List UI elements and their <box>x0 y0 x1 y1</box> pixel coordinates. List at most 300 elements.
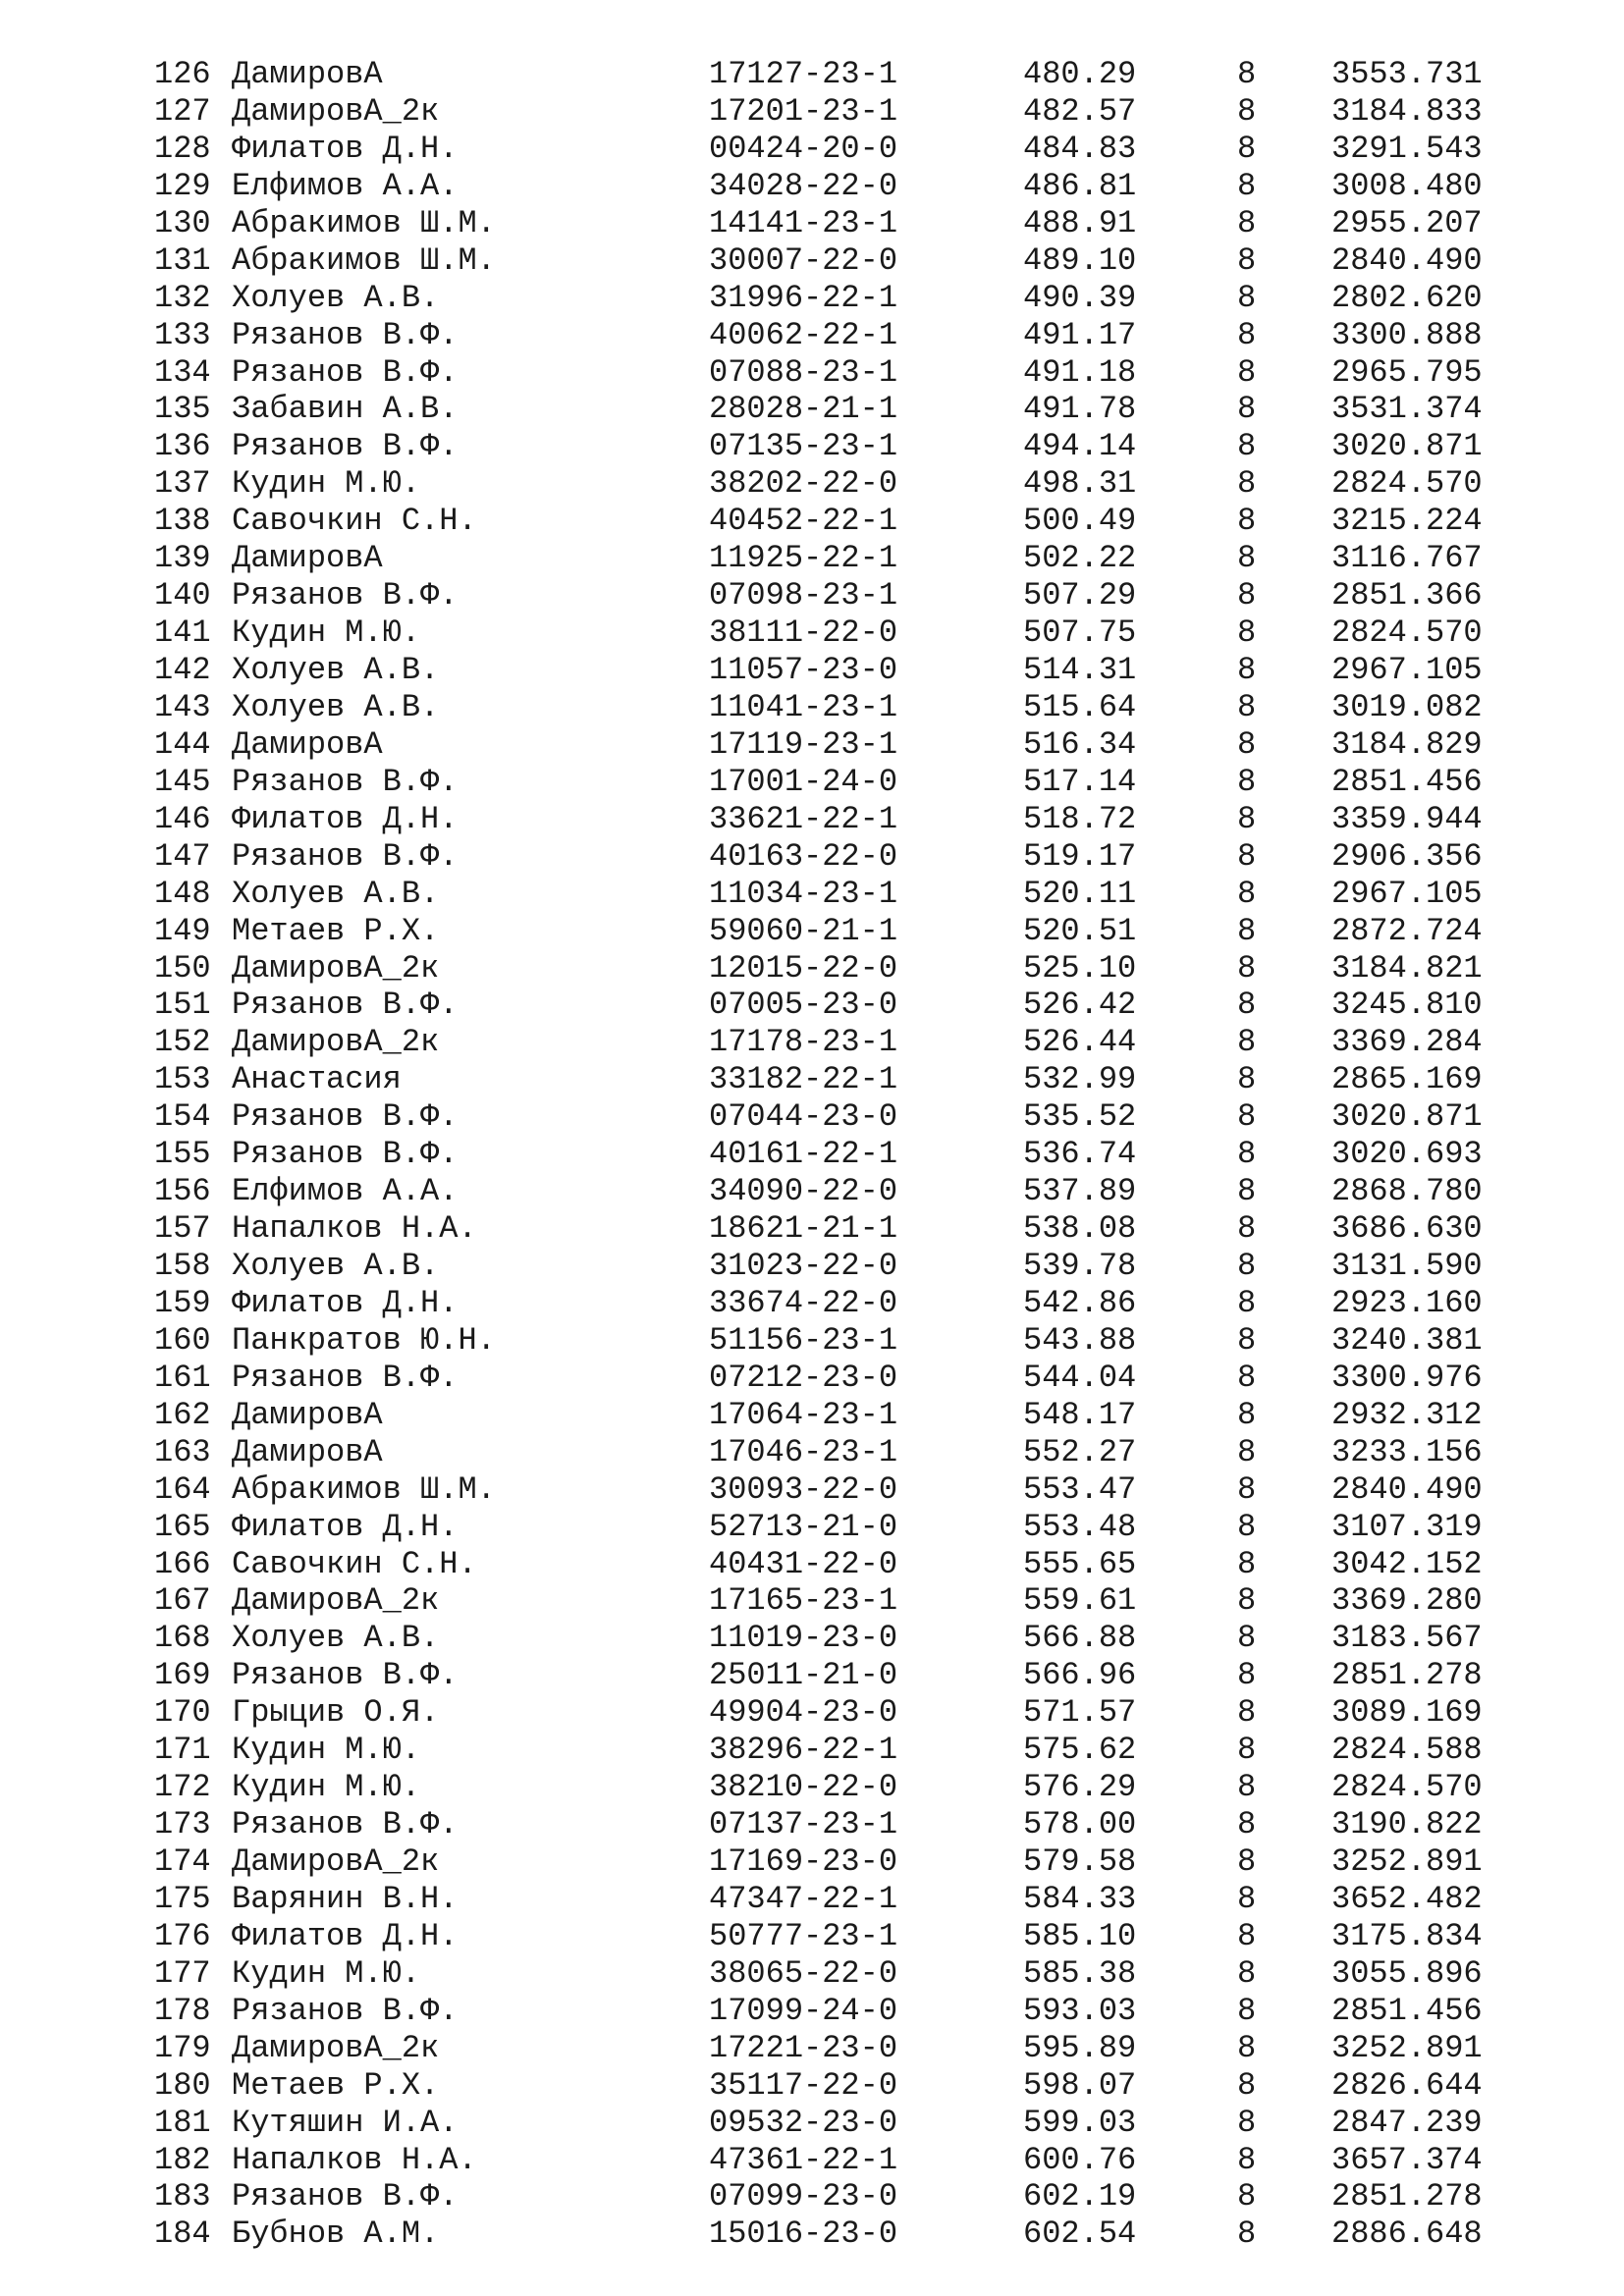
row-number: 136 <box>154 428 211 465</box>
row-group: 8 <box>1237 92 1257 130</box>
row-total: 3019.082 <box>1331 688 1483 725</box>
row-total: 3369.280 <box>1331 1582 1483 1620</box>
row-total: 2851.456 <box>1331 763 1483 800</box>
row-code: 15016-23-0 <box>709 2216 898 2253</box>
table-row <box>0 280 1624 317</box>
row-name: Рязанов В.Ф. <box>232 1657 459 1694</box>
row-name: Абракимов Ш.М. <box>232 204 496 241</box>
row-group: 8 <box>1237 688 1257 725</box>
row-group: 8 <box>1237 1359 1257 1396</box>
row-value: 566.96 <box>1023 1657 1137 1694</box>
row-value: 486.81 <box>1023 167 1137 204</box>
row-number: 129 <box>154 167 211 204</box>
row-group: 8 <box>1237 1917 1257 1954</box>
row-value: 516.34 <box>1023 725 1137 763</box>
row-group: 8 <box>1237 2141 1257 2178</box>
row-number: 184 <box>154 2216 211 2253</box>
table-row <box>0 950 1624 988</box>
row-number: 180 <box>154 2066 211 2104</box>
row-group: 8 <box>1237 316 1257 353</box>
row-total: 2847.239 <box>1331 2104 1483 2141</box>
row-code: 28028-21-1 <box>709 391 898 428</box>
row-group: 8 <box>1237 56 1257 92</box>
table-row <box>0 428 1624 465</box>
row-code: 40431-22-0 <box>709 1545 898 1582</box>
row-value: 585.38 <box>1023 1954 1137 1992</box>
table-row <box>0 131 1624 168</box>
row-number: 156 <box>154 1173 211 1210</box>
row-value: 576.29 <box>1023 1769 1137 1806</box>
table-row <box>0 1657 1624 1694</box>
row-code: 11034-23-1 <box>709 875 898 912</box>
row-code: 07135-23-1 <box>709 428 898 465</box>
table-row <box>0 801 1624 838</box>
row-group: 8 <box>1237 391 1257 428</box>
row-code: 18621-21-1 <box>709 1210 898 1248</box>
row-number: 150 <box>154 949 211 987</box>
row-total: 2840.490 <box>1331 241 1483 279</box>
row-total: 3020.871 <box>1331 428 1483 465</box>
row-group: 8 <box>1237 1620 1257 1657</box>
row-number: 135 <box>154 391 211 428</box>
row-group: 8 <box>1237 1136 1257 1173</box>
row-group: 8 <box>1237 1843 1257 1880</box>
row-code: 31023-22-0 <box>709 1248 898 1284</box>
row-name: Холуев А.В. <box>232 875 440 912</box>
row-group: 8 <box>1237 1470 1257 1508</box>
row-group: 8 <box>1237 353 1257 391</box>
table-row <box>0 1397 1624 1434</box>
row-total: 2932.312 <box>1331 1396 1483 1433</box>
row-number: 175 <box>154 1880 211 1917</box>
row-total: 2967.105 <box>1331 875 1483 912</box>
row-group: 8 <box>1237 1992 1257 2029</box>
row-total: 2824.570 <box>1331 1769 1483 1806</box>
row-code: 34028-22-0 <box>709 167 898 204</box>
row-total: 3055.896 <box>1331 1954 1483 1992</box>
row-group: 8 <box>1237 949 1257 987</box>
row-group: 8 <box>1237 837 1257 875</box>
row-name: Рязанов В.Ф. <box>232 987 459 1024</box>
row-name: Филатов Д.Н. <box>232 130 459 167</box>
row-name: ДамировА <box>232 540 383 577</box>
row-name: Метаев Р.Х. <box>232 912 440 949</box>
table-row <box>0 56 1624 93</box>
row-number: 152 <box>154 1024 211 1061</box>
row-value: 535.52 <box>1023 1098 1137 1136</box>
row-number: 170 <box>154 1694 211 1732</box>
row-number: 144 <box>154 725 211 763</box>
table-row <box>0 689 1624 726</box>
row-value: 585.10 <box>1023 1917 1137 1954</box>
row-code: 35117-22-0 <box>709 2066 898 2104</box>
row-group: 8 <box>1237 465 1257 503</box>
row-name: ДамировА_2к <box>232 92 440 130</box>
row-code: 30007-22-0 <box>709 241 898 279</box>
row-group: 8 <box>1237 763 1257 800</box>
row-name: Савочкин С.Н. <box>232 1545 477 1582</box>
row-total: 3369.284 <box>1331 1024 1483 1061</box>
table-row <box>0 2030 1624 2067</box>
row-group: 8 <box>1237 725 1257 763</box>
row-name: Панкратов Ю.Н. <box>232 1321 496 1359</box>
row-total: 3300.976 <box>1331 1359 1483 1396</box>
row-code: 14141-23-1 <box>709 204 898 241</box>
row-value: 553.48 <box>1023 1508 1137 1545</box>
row-number: 142 <box>154 652 211 688</box>
row-number: 172 <box>154 1769 211 1806</box>
table-row <box>0 503 1624 540</box>
row-total: 2872.724 <box>1331 912 1483 949</box>
row-name: ДамировА <box>232 1433 383 1470</box>
row-name: Савочкин С.Н. <box>232 503 477 540</box>
row-name: Рязанов В.Ф. <box>232 1136 459 1173</box>
row-code: 07137-23-1 <box>709 1806 898 1843</box>
row-group: 8 <box>1237 2029 1257 2066</box>
table-row <box>0 652 1624 689</box>
row-value: 526.42 <box>1023 987 1137 1024</box>
row-total: 3245.810 <box>1331 987 1483 1024</box>
row-number: 132 <box>154 279 211 316</box>
row-name: ДамировА_2к <box>232 1843 440 1880</box>
row-group: 8 <box>1237 1098 1257 1136</box>
row-number: 178 <box>154 1992 211 2029</box>
row-total: 3184.821 <box>1331 949 1483 987</box>
row-value: 553.47 <box>1023 1470 1137 1508</box>
row-code: 17178-23-1 <box>709 1024 898 1061</box>
row-group: 8 <box>1237 1954 1257 1992</box>
row-value: 507.75 <box>1023 614 1137 652</box>
row-total: 2840.490 <box>1331 1470 1483 1508</box>
row-code: 52713-21-0 <box>709 1508 898 1545</box>
row-group: 8 <box>1237 652 1257 688</box>
row-total: 2851.366 <box>1331 577 1483 614</box>
row-value: 480.29 <box>1023 56 1137 92</box>
row-name: Рязанов В.Ф. <box>232 1992 459 2029</box>
row-group: 8 <box>1237 503 1257 540</box>
row-value: 517.14 <box>1023 763 1137 800</box>
row-code: 38111-22-0 <box>709 614 898 652</box>
table-row <box>0 317 1624 354</box>
row-group: 8 <box>1237 1173 1257 1210</box>
row-code: 30093-22-0 <box>709 1470 898 1508</box>
row-code: 17064-23-1 <box>709 1396 898 1433</box>
row-value: 491.18 <box>1023 353 1137 391</box>
row-number: 174 <box>154 1843 211 1880</box>
row-value: 537.89 <box>1023 1173 1137 1210</box>
row-code: 17046-23-1 <box>709 1433 898 1470</box>
table-row <box>0 876 1624 913</box>
row-number: 168 <box>154 1620 211 1657</box>
row-name: Кудин М.Ю. <box>232 465 421 503</box>
row-group: 8 <box>1237 2066 1257 2104</box>
row-number: 145 <box>154 763 211 800</box>
row-code: 07044-23-0 <box>709 1098 898 1136</box>
row-name: Варянин В.Н. <box>232 1880 459 1917</box>
row-group: 8 <box>1237 1321 1257 1359</box>
table-row <box>0 1136 1624 1173</box>
row-number: 163 <box>154 1433 211 1470</box>
table-row <box>0 2142 1624 2179</box>
row-name: Рязанов В.Ф. <box>232 353 459 391</box>
row-number: 176 <box>154 1917 211 1954</box>
table-row <box>0 1806 1624 1843</box>
table-row <box>0 726 1624 764</box>
row-number: 183 <box>154 2178 211 2216</box>
row-code: 17127-23-1 <box>709 56 898 92</box>
table-row <box>0 1732 1624 1769</box>
row-value: 599.03 <box>1023 2104 1137 2141</box>
row-total: 2967.105 <box>1331 652 1483 688</box>
row-name: Рязанов В.Ф. <box>232 2178 459 2216</box>
row-value: 500.49 <box>1023 503 1137 540</box>
table-row <box>0 168 1624 205</box>
row-code: 47347-22-1 <box>709 1880 898 1917</box>
row-total: 3183.567 <box>1331 1620 1483 1657</box>
row-code: 12015-22-0 <box>709 949 898 987</box>
row-value: 526.44 <box>1023 1024 1137 1061</box>
row-name: Рязанов В.Ф. <box>232 316 459 353</box>
row-value: 494.14 <box>1023 428 1137 465</box>
row-number: 143 <box>154 688 211 725</box>
table-row <box>0 93 1624 131</box>
row-number: 140 <box>154 577 211 614</box>
row-number: 139 <box>154 540 211 577</box>
row-total: 3020.871 <box>1331 1098 1483 1136</box>
row-name: Рязанов В.Ф. <box>232 837 459 875</box>
row-value: 484.83 <box>1023 130 1137 167</box>
table-row <box>0 540 1624 577</box>
row-total: 2824.570 <box>1331 465 1483 503</box>
row-name: Холуев А.В. <box>232 1248 440 1284</box>
row-value: 542.86 <box>1023 1284 1137 1321</box>
row-name: Рязанов В.Ф. <box>232 1359 459 1396</box>
row-number: 141 <box>154 614 211 652</box>
table-row <box>0 838 1624 876</box>
row-name: Грыцив О.Я. <box>232 1694 440 1732</box>
row-name: Филатов Д.Н. <box>232 800 459 837</box>
row-number: 133 <box>154 316 211 353</box>
row-name: Рязанов В.Ф. <box>232 763 459 800</box>
table-row <box>0 1098 1624 1136</box>
row-code: 50777-23-1 <box>709 1917 898 1954</box>
row-total: 2826.644 <box>1331 2066 1483 2104</box>
table-row <box>0 1360 1624 1397</box>
row-group: 8 <box>1237 428 1257 465</box>
row-name: Рязанов В.Ф. <box>232 1806 459 1843</box>
table-row <box>0 1248 1624 1285</box>
row-number: 158 <box>154 1248 211 1284</box>
row-name: Метаев Р.Х. <box>232 2066 440 2104</box>
row-value: 539.78 <box>1023 1248 1137 1284</box>
row-total: 2955.207 <box>1331 204 1483 241</box>
row-value: 515.64 <box>1023 688 1137 725</box>
row-group: 8 <box>1237 167 1257 204</box>
row-total: 3184.833 <box>1331 92 1483 130</box>
row-value: 491.17 <box>1023 316 1137 353</box>
row-code: 33182-22-1 <box>709 1061 898 1098</box>
row-group: 8 <box>1237 1024 1257 1061</box>
row-number: 149 <box>154 912 211 949</box>
row-code: 17169-23-0 <box>709 1843 898 1880</box>
row-name: Холуев А.В. <box>232 1620 440 1657</box>
row-value: 489.10 <box>1023 241 1137 279</box>
row-value: 552.27 <box>1023 1433 1137 1470</box>
table-row <box>0 465 1624 503</box>
row-total: 3116.767 <box>1331 540 1483 577</box>
row-total: 2802.620 <box>1331 279 1483 316</box>
row-code: 25011-21-0 <box>709 1657 898 1694</box>
row-name: ДамировА <box>232 56 383 92</box>
row-value: 544.04 <box>1023 1359 1137 1396</box>
row-value: 584.33 <box>1023 1880 1137 1917</box>
table-row <box>0 1210 1624 1248</box>
row-number: 130 <box>154 204 211 241</box>
row-code: 07099-23-0 <box>709 2178 898 2216</box>
row-total: 2851.278 <box>1331 1657 1483 1694</box>
row-group: 8 <box>1237 577 1257 614</box>
row-name: Абракимов Ш.М. <box>232 1470 496 1508</box>
row-name: Кутяшин И.А. <box>232 2104 459 2141</box>
row-code: 40163-22-0 <box>709 837 898 875</box>
row-total: 3215.224 <box>1331 503 1483 540</box>
row-code: 17001-24-0 <box>709 763 898 800</box>
table-row <box>0 242 1624 280</box>
table-row <box>0 2067 1624 2105</box>
row-name: Елфимов А.А. <box>232 1173 459 1210</box>
row-name: Рязанов В.Ф. <box>232 428 459 465</box>
row-group: 8 <box>1237 540 1257 577</box>
row-code: 34090-22-0 <box>709 1173 898 1210</box>
row-total: 2865.169 <box>1331 1061 1483 1098</box>
table-row <box>0 614 1624 652</box>
row-total: 3652.482 <box>1331 1880 1483 1917</box>
row-group: 8 <box>1237 875 1257 912</box>
row-code: 07098-23-1 <box>709 577 898 614</box>
row-number: 182 <box>154 2141 211 2178</box>
row-number: 161 <box>154 1359 211 1396</box>
row-code: 47361-22-1 <box>709 2141 898 2178</box>
row-number: 162 <box>154 1396 211 1433</box>
row-name: ДамировА_2к <box>232 2029 440 2066</box>
row-code: 07212-23-0 <box>709 1359 898 1396</box>
row-total: 3686.630 <box>1331 1210 1483 1248</box>
row-number: 147 <box>154 837 211 875</box>
row-number: 138 <box>154 503 211 540</box>
row-group: 8 <box>1237 1508 1257 1545</box>
row-total: 3291.543 <box>1331 130 1483 167</box>
row-group: 8 <box>1237 1545 1257 1582</box>
row-number: 148 <box>154 875 211 912</box>
row-value: 532.99 <box>1023 1061 1137 1098</box>
row-value: 593.03 <box>1023 1992 1137 2029</box>
row-name: ДамировА <box>232 725 383 763</box>
row-name: Напалков Н.А. <box>232 2141 477 2178</box>
row-total: 2965.795 <box>1331 353 1483 391</box>
row-code: 49904-23-0 <box>709 1694 898 1732</box>
row-total: 3359.944 <box>1331 800 1483 837</box>
row-value: 507.29 <box>1023 577 1137 614</box>
table-row <box>0 354 1624 392</box>
row-name: Елфимов А.А. <box>232 167 459 204</box>
row-name: Холуев А.В. <box>232 652 440 688</box>
table-row <box>0 1546 1624 1583</box>
row-number: 137 <box>154 465 211 503</box>
row-name: Напалков Н.А. <box>232 1210 477 1248</box>
row-code: 31996-22-1 <box>709 279 898 316</box>
row-value: 482.57 <box>1023 92 1137 130</box>
row-group: 8 <box>1237 279 1257 316</box>
table-row <box>0 1322 1624 1360</box>
table-row <box>0 1024 1624 1061</box>
table-row <box>0 1694 1624 1732</box>
table-row <box>0 764 1624 801</box>
row-value: 519.17 <box>1023 837 1137 875</box>
row-code: 17221-23-0 <box>709 2029 898 2066</box>
row-value: 525.10 <box>1023 949 1137 987</box>
row-code: 59060-21-1 <box>709 912 898 949</box>
row-group: 8 <box>1237 241 1257 279</box>
row-value: 595.89 <box>1023 2029 1137 2066</box>
row-total: 3020.693 <box>1331 1136 1483 1173</box>
row-group: 8 <box>1237 1880 1257 1917</box>
row-total: 2851.456 <box>1331 1992 1483 2029</box>
row-value: 566.88 <box>1023 1620 1137 1657</box>
row-number: 154 <box>154 1098 211 1136</box>
table-row <box>0 1509 1624 1546</box>
row-total: 2886.648 <box>1331 2216 1483 2253</box>
row-value: 548.17 <box>1023 1396 1137 1433</box>
row-name: ДамировА_2к <box>232 1024 440 1061</box>
row-group: 8 <box>1237 1732 1257 1769</box>
row-group: 8 <box>1237 800 1257 837</box>
row-value: 571.57 <box>1023 1694 1137 1732</box>
table-row <box>0 1918 1624 1955</box>
row-code: 07005-23-0 <box>709 987 898 1024</box>
row-total: 3190.822 <box>1331 1806 1483 1843</box>
row-value: 559.61 <box>1023 1582 1137 1620</box>
row-value: 514.31 <box>1023 652 1137 688</box>
table-row <box>0 913 1624 950</box>
row-value: 536.74 <box>1023 1136 1137 1173</box>
row-value: 538.08 <box>1023 1210 1137 1248</box>
row-name: Бубнов А.М. <box>232 2216 440 2253</box>
row-code: 38210-22-0 <box>709 1769 898 1806</box>
row-code: 09532-23-0 <box>709 2104 898 2141</box>
row-group: 8 <box>1237 1396 1257 1433</box>
row-name: Рязанов В.Ф. <box>232 577 459 614</box>
row-value: 520.51 <box>1023 912 1137 949</box>
row-group: 8 <box>1237 1433 1257 1470</box>
table-row <box>0 577 1624 614</box>
row-name: Кудин М.Ю. <box>232 1732 421 1769</box>
row-total: 2906.356 <box>1331 837 1483 875</box>
table-row <box>0 1061 1624 1098</box>
row-value: 600.76 <box>1023 2141 1137 2178</box>
row-total: 3300.888 <box>1331 316 1483 353</box>
row-number: 169 <box>154 1657 211 1694</box>
row-value: 488.91 <box>1023 204 1137 241</box>
row-group: 8 <box>1237 1806 1257 1843</box>
row-number: 153 <box>154 1061 211 1098</box>
row-value: 518.72 <box>1023 800 1137 837</box>
table-row <box>0 391 1624 428</box>
row-group: 8 <box>1237 1210 1257 1248</box>
row-value: 578.00 <box>1023 1806 1137 1843</box>
row-name: Филатов Д.Н. <box>232 1508 459 1545</box>
row-number: 159 <box>154 1284 211 1321</box>
row-total: 2868.780 <box>1331 1173 1483 1210</box>
